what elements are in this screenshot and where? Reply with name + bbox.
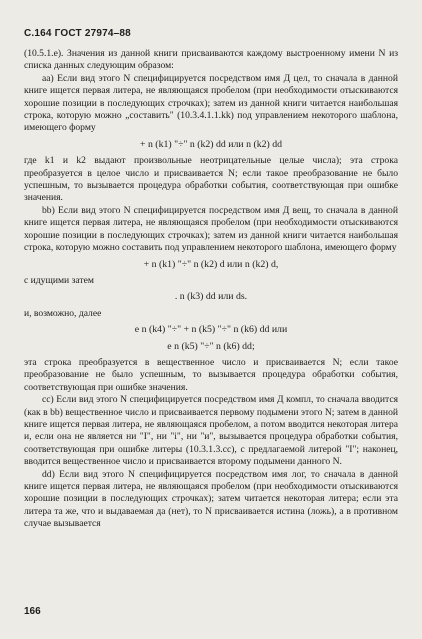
formula-bb-2: . n (k3) dd или ds. <box>174 291 248 303</box>
text-possibly-further: и, возможно, далее <box>24 307 102 319</box>
paragraph-cc: cc) Если вид этого N специфицируется посредством имя Д компл, то сначала вводится (как в bb) вещественное число и присваивается первому подымени этого N; затем в данной книге ищется первая литера, не являющаяся пробелом, а потом вводится некоторая литера и, если она не является ни "I", ни "i", ни "и", вызывается процедура обработки события, соответствующая при ошибке литеры (10.3.1.3.cc), с предлагаемой литерой "I"; наконец, вводится вещественное число и присваивается второму подымени данного N. <box>24 394 398 468</box>
running-header: С.164 ГОСТ 27974–88 <box>24 28 131 39</box>
page-number: 166 <box>24 606 41 617</box>
formula-aa: + n (k1) "÷" n (k2) dd или n (k2) dd <box>139 138 283 150</box>
page-body <box>24 48 398 531</box>
paragraph-bb-continued: эта строка преобразуется в вещественное число и присваивается N; если такое преобразование не было успешным, то вызывается процедура обработки события, соответствующая при ошибке значения. <box>24 356 398 393</box>
formula-bb-1: + n (k1) "÷" n (k2) d или n (k2) d, <box>143 258 279 270</box>
paragraph-bb: bb) Если вид этого N специфицируется посредством имя Д вещ, то сначала в данной книге ищется первая литера, не являющаяся пробелом (при необходимости отыскиваются хорошие позиции в последующих строчках); затем из данной книги читается наибольшая строка, которую можно составить под управлением некоторого шаблона, имеющего форму <box>24 204 398 254</box>
paragraph-aa-continued: где k1 и k2 выдают произвольные неотрицательные целые числа); эта строка преобразуется в целое число и присваивается N; если такое преобразование не было успешным, то вызывается процедура обработки события, соответствующая при ошибке значения. <box>24 155 398 204</box>
formula-bb-3: e n (k4) "÷" + n (k5) "÷" n (k6) dd или <box>134 324 288 336</box>
paragraph-intro: (10.5.1.е). Значения из данной книги присваиваются каждому выстроенному имени N из списка данных следующим образом: <box>24 48 398 72</box>
text-followed-by: с идущими затем <box>24 274 94 286</box>
paragraph-aa: aa) Если вид этого N специфицируется посредством имя Д цел, то сначала в данной книге ищется первая литера, не являющаяся пробелом (при необходимости отыскиваются хорошие позиции в последующих строчках); затем из данной книги читается наибольшая строка, которую можно „составить" (10.3.4.1.1.kk) под управлением некоторого шаблона, имеющего форму <box>24 72 398 134</box>
paragraph-dd: dd) Если вид этого N специфицируется посредством имя лог, то сначала в данной книге ищется первая литера, не являющаяся пробелом (при необходимости отыскиваются хорошие позиции в последующих строчках); затем читается некоторая литера; если эта литера та же, что и выдаваемая да (нет), то N присваивается истина (ложь), а в противном случае вызывается <box>24 468 398 530</box>
formula-bb-4: e n (k5) "÷" n (k6) dd; <box>167 340 255 352</box>
